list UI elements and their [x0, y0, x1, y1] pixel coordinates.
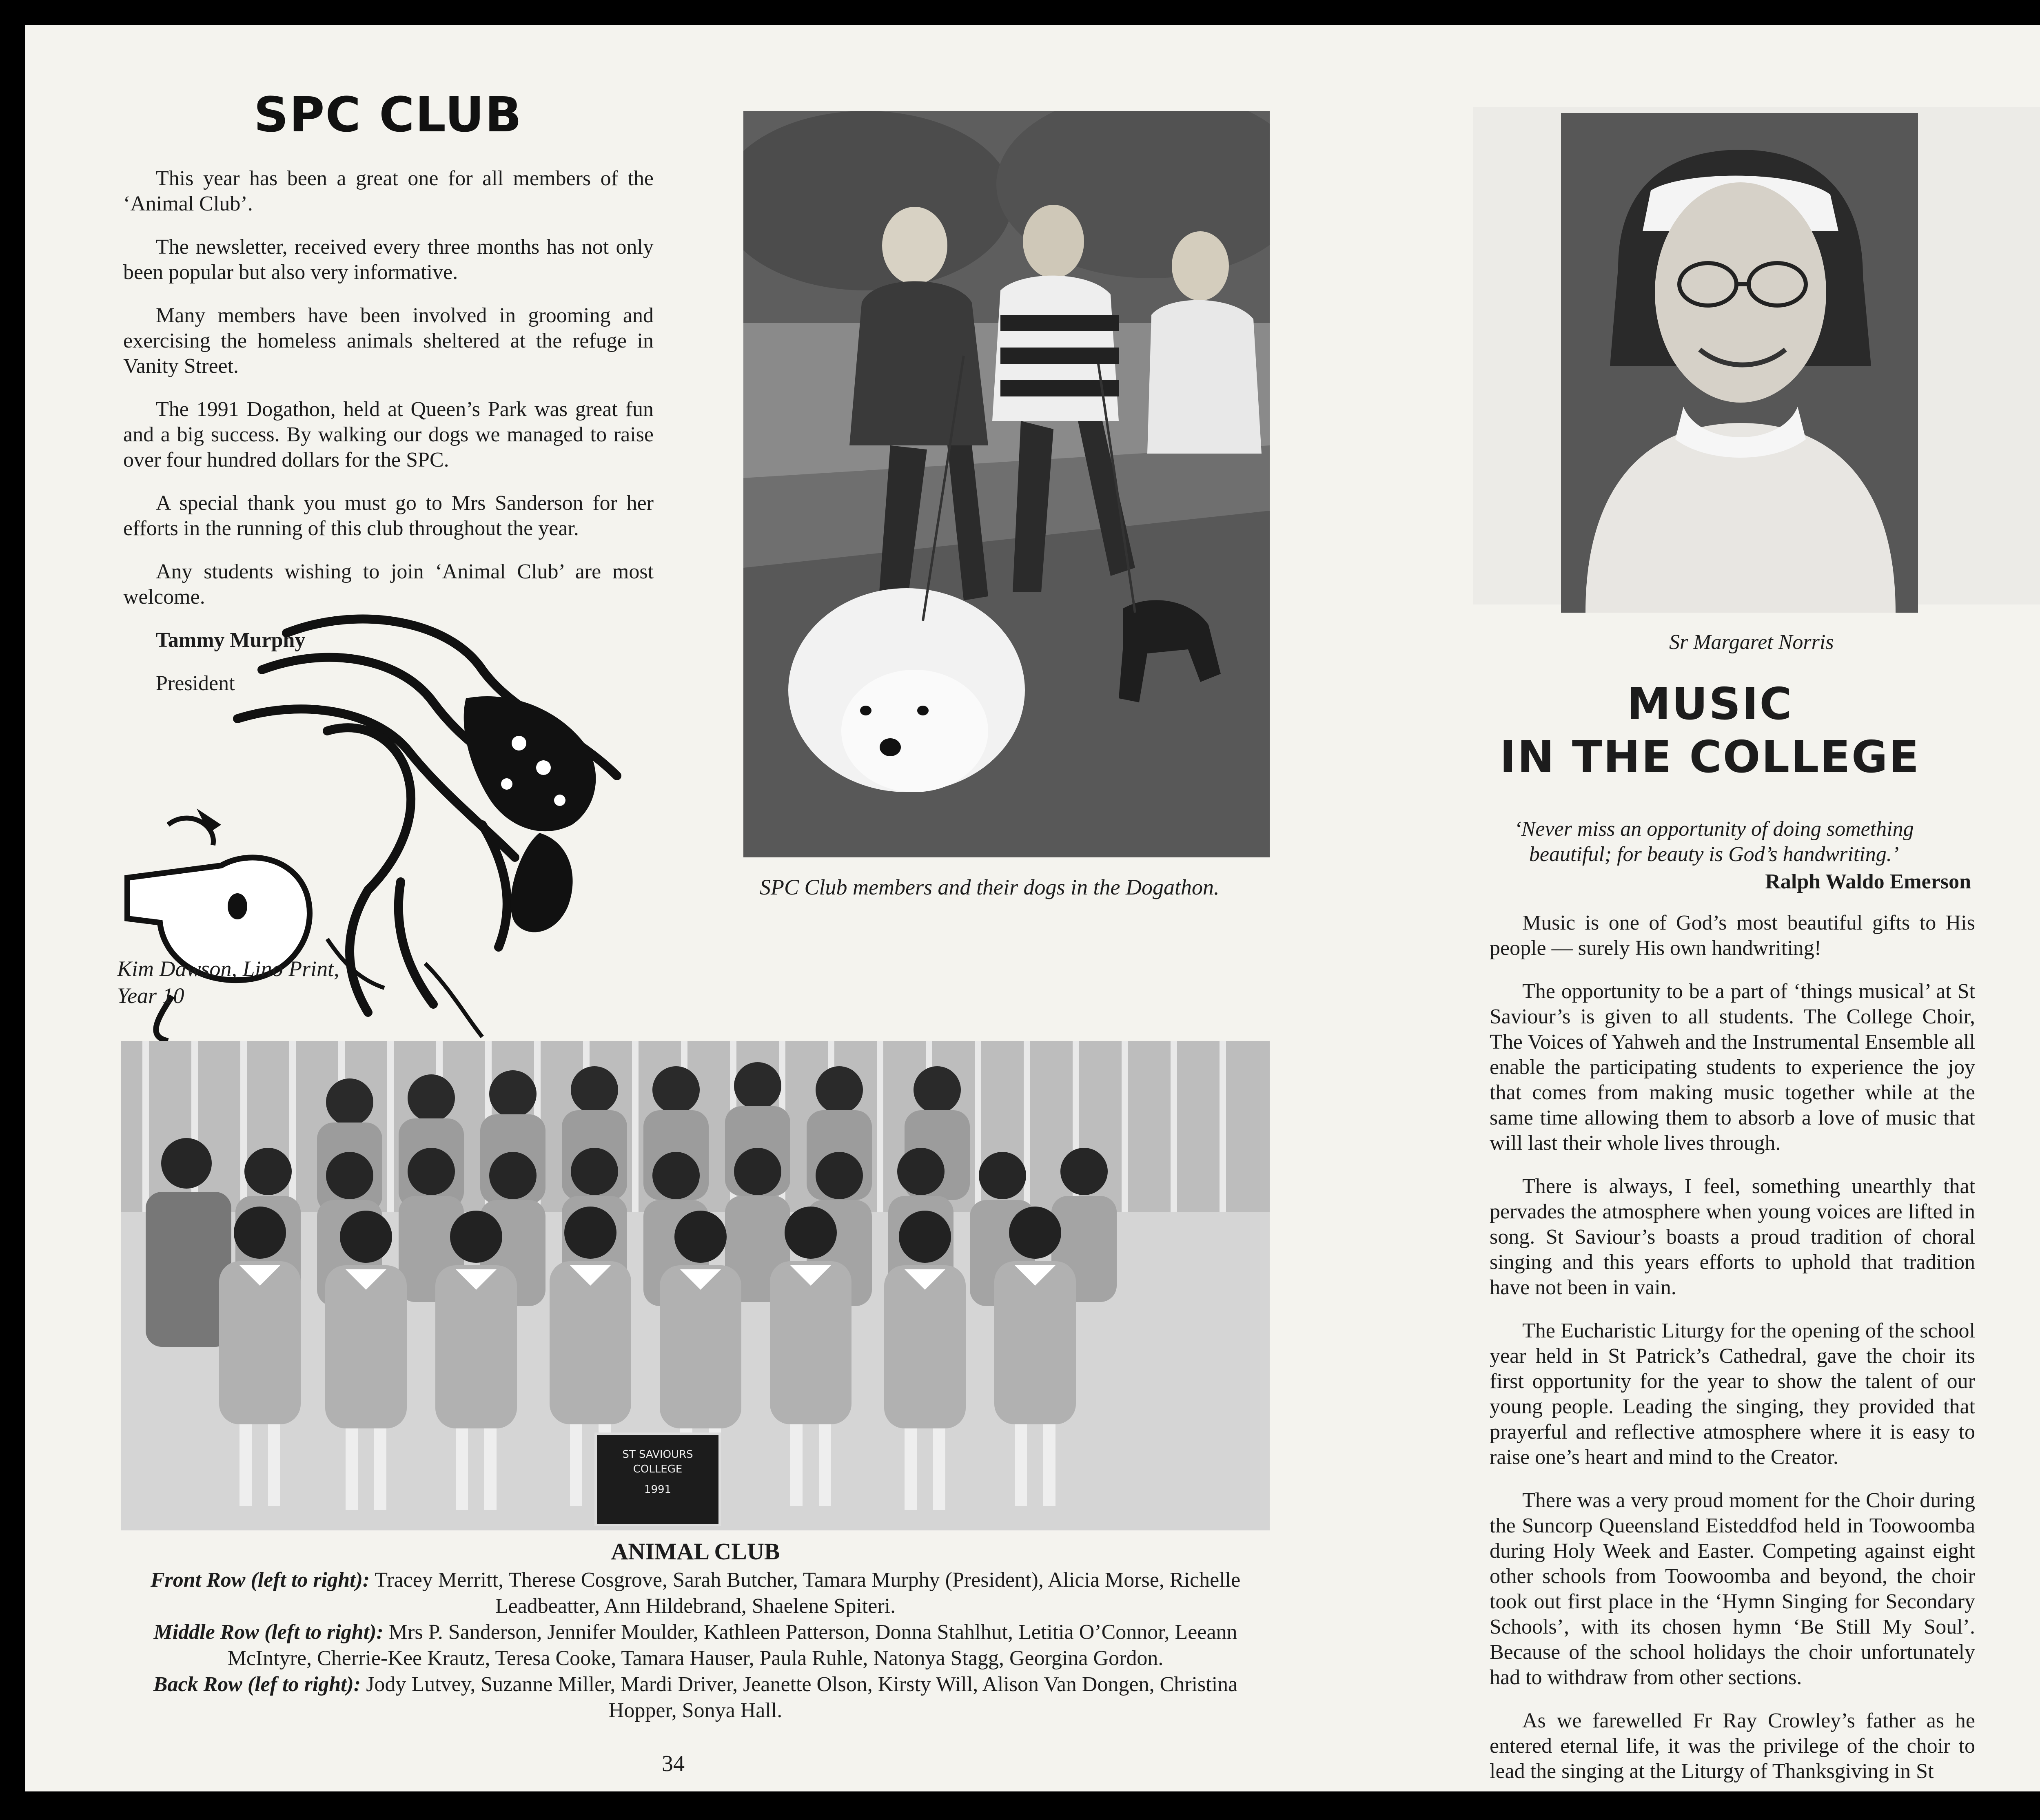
page-34	[25, 25, 1367, 1791]
signature-role: President	[156, 672, 235, 695]
music-headline	[1465, 678, 1955, 784]
portrait-photo	[1561, 113, 1918, 613]
yearbook-spread	[25, 25, 2040, 1791]
group-title: ANIMAL CLUB	[611, 1538, 780, 1565]
portrait-image	[1561, 113, 1918, 613]
article-paragraph: Any students wishing to join ‘Animal Club’ are most welcome.	[123, 560, 654, 609]
article-paragraph: Music is one of God’s most beautiful gifts to His people — surely His own handwriting!	[1490, 911, 1975, 960]
middle-row-names: Mrs P. Sanderson, Jennifer Moulder, Kathleen Patterson, Donna Stahlhut, Letitia O’Connor, Leeann McIntyre, Cherrie-Kee Krautz, Teresa Cooke, Tamara Hauser, Paula Ruhle, Natonya Stagg, Georgina Gordon.	[227, 1621, 1237, 1670]
article-paragraph: Many members have been involved in grooming and exercising the homeless animals sheltered at the refuge in Vanity Street.	[123, 304, 654, 378]
article-paragraph: The 1991 Dogathon, held at Queen’s Park was great fun and a big success. By walking our dogs we managed to raise over four hundred dollars for the SPC.	[123, 398, 654, 472]
article-paragraph: The newsletter, received every three months has not only been popular but also very informative.	[123, 235, 654, 284]
animal-club-group-photo	[121, 1041, 1270, 1530]
sign-line: COLLEGE	[633, 1463, 683, 1475]
group-names	[121, 1567, 1270, 1724]
lino-print-caption: Kim Dawson, Lino Print, Year 10	[117, 956, 339, 1008]
page-35	[1367, 25, 2040, 1791]
back-row-names: Jody Lutvey, Suzanne Miller, Mardi Driver, Jeanette Olson, Kirsty Will, Alison Van Dongen, Christina Hopper, Sonya Hall.	[366, 1673, 1238, 1722]
middle-row-label: Middle Row (left to right):	[153, 1621, 384, 1644]
front-row-label: Front Row (left to right):	[150, 1568, 370, 1592]
front-row-names: Tracey Merritt, Therese Cosgrove, Sarah Butcher, Tamara Murphy (President), Alicia Morse, Richelle Leadbeatter, Ann Hildebrand, Shaelene Spiteri.	[375, 1568, 1241, 1618]
sign-line: 1991	[644, 1483, 672, 1496]
portrait-caption: Sr Margaret Norris	[1669, 631, 1834, 654]
emerson-quote: ‘Never miss an opportunity of doing something beautiful; for beauty is God’s handwriting.’	[1514, 817, 1914, 866]
headline-line: IN THE COLLEGE	[1499, 732, 1920, 783]
article-paragraph: There was a very proud moment for the Choir during the Suncorp Queensland Eisteddfod held in Toowoomba during Holy Week and Easter. Competing against eight other schools from Toowoomba and beyond, the choir took out first place in the ‘Hymn Singing for Secondary Schools’, with its chosen hymn ‘Be Still My Soul’. Because of the school holidays the choir unfortunately had to withdraw from other sections.	[1490, 1489, 1975, 1689]
page-number: 34	[662, 1751, 685, 1776]
dogathon-image	[743, 111, 1270, 857]
article-paragraph: The opportunity to be a part of ‘things musical’ at St Saviour’s is given to all students. The College Choir, The Voices of Yahweh and the Instrumental Ensemble all enable the participating students to experience the joy that comes from making music together while at the same time allowing them to absorb a love of music that will last their whole lives through.	[1490, 980, 1975, 1155]
sign-line: ST SAVIOURS	[622, 1448, 693, 1461]
signature-name: Tammy Murphy	[156, 629, 306, 652]
college-sign	[594, 1433, 721, 1526]
article-paragraph: The Eucharistic Liturgy for the opening of the school year held in St Patrick’s Cathedral, gave the choir its first opportunity for the year to show the talent of our young people. Leading the singing, they provided that prayerful and reflective atmosphere where it is easy to raise one’s heart and mind to the Creator.	[1490, 1319, 1975, 1469]
back-row-label: Back Row (lef to right):	[153, 1673, 361, 1696]
quote-author: Ralph Waldo Emerson	[1765, 870, 1971, 893]
dogathon-photo	[743, 111, 1270, 857]
headline-line: MUSIC	[1627, 679, 1793, 730]
music-column-1	[1490, 910, 1975, 1784]
article-paragraph: There is always, I feel, something unearthly that pervades the atmosphere when young voices are lifted in song. St Saviour’s boasts a proud tradition of choral singing and this years efforts to uphold that tradition have not been in vain.	[1490, 1175, 1975, 1299]
spc-club-headline: SPC CLUB	[254, 86, 523, 143]
article-paragraph: As we farewelled Fr Ray Crowley’s father as he entered eternal life, it was the privilege of the choir to lead the singing at the Liturgy of Thanksgiving in St	[1490, 1709, 1975, 1783]
article-paragraph: A special thank you must go to Mrs Sanderson for her efforts in the running of this club throughout the year.	[123, 492, 654, 540]
article-paragraph: This year has been a great one for all members of the ‘Animal Club’.	[123, 167, 654, 215]
dogathon-caption: SPC Club members and their dogs in the Dogathon.	[760, 875, 1220, 899]
